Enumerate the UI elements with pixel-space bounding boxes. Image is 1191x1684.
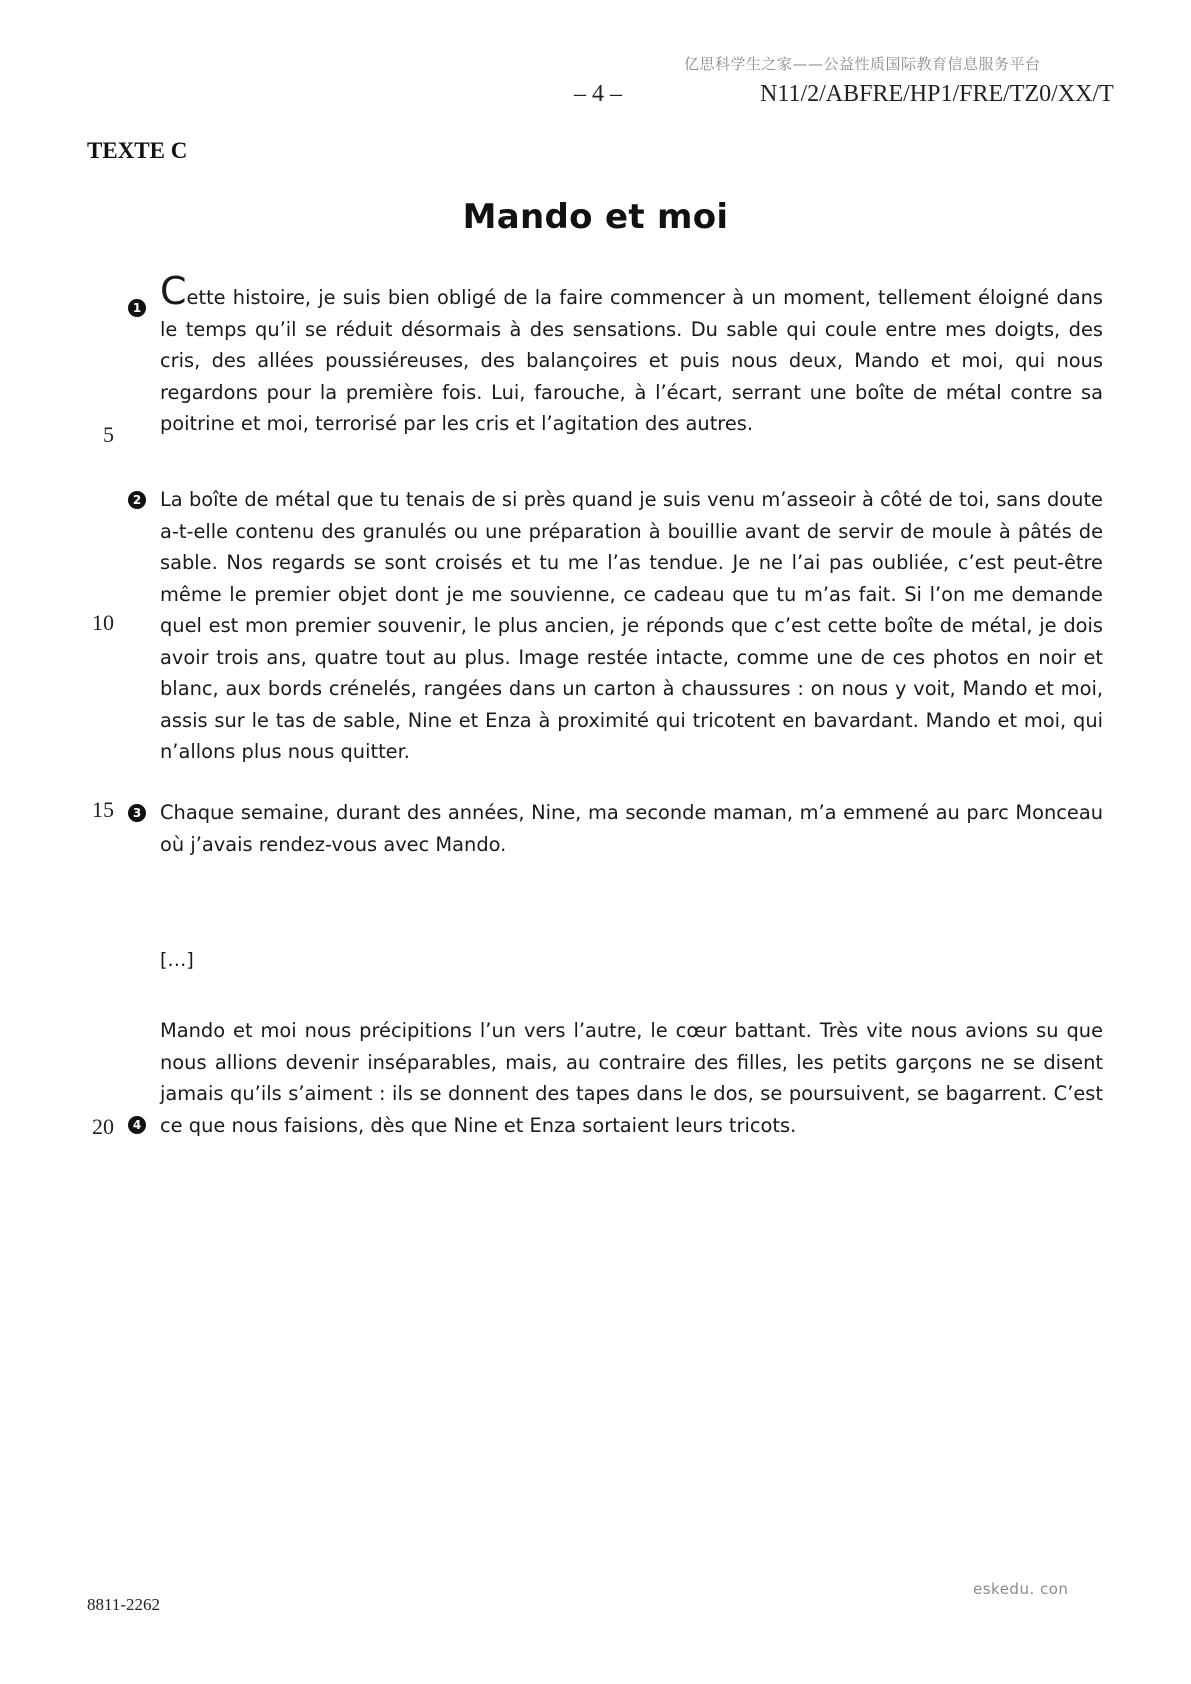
page-title: Mando et moi <box>462 197 729 237</box>
drop-cap: C <box>160 269 187 313</box>
paragraph-4: Mando et moi nous précipitions l’un vers l’autre, le cœur battant. Très vite nous avions su que nous allions devenir inséparables, mais, au contraire des filles, les petits garçons ne se disent jamais qu’ils s’aiment : ils se donnent des tapes dans le dos, se poursuivent, se bagarrent. C’est ce que nous faisions, dès que Nine et Enza sortaient leurs tricots. <box>160 1019 1103 1137</box>
paragraph-1-text: ette histoire, je suis bien obligé de la faire commencer à un moment, tellement éloigné dans le temps qu’il se réduit désormais à des sensations. Du sable qui coule entre mes doigts, des cris, des allées poussiéreuses, des balançoires et puis nous deux, Mando et moi, qui nous regardons pour la première fois. Lui, farouche, à l’écart, serrant une boîte de métal contre sa poitrine et moi, terrorisé par les cris et l’agitation des autres. <box>160 286 1103 435</box>
ellipsis: […] <box>160 949 194 971</box>
paragraph-marker-4: 4 <box>128 1116 146 1134</box>
page-number: – 4 – <box>574 81 622 107</box>
line-number-20: 20 <box>92 1114 114 1139</box>
paragraph-marker-1: 1 <box>128 299 146 317</box>
document-code: N11/2/ABFRE/HP1/FRE/TZ0/XX/T <box>760 81 1114 107</box>
line-number-5: 5 <box>103 422 114 447</box>
paragraph-marker-3: 3 <box>128 804 146 822</box>
paragraph-3: Chaque semaine, durant des années, Nine, ma seconde maman, m’a emmené au parc Monceau où j’avais rendez-vous avec Mando. <box>160 801 1103 856</box>
top-watermark: 亿思科学生之家——公益性质国际教育信息服务平台 <box>684 55 1041 73</box>
section-label: TEXTE C <box>87 138 188 163</box>
paragraph-1 <box>160 269 1103 440</box>
line-number-15: 15 <box>92 797 114 822</box>
line-number-10: 10 <box>92 610 114 635</box>
bottom-watermark: eskedu. con <box>973 1580 1069 1598</box>
paragraph-marker-2: 2 <box>128 491 146 509</box>
paragraph-2: La boîte de métal que tu tenais de si près quand je suis venu m’asseoir à côté de toi, sans doute a-t-elle contenu des granulés ou une préparation à bouillie avant de servir de moule à pâtés de sable. Nos regards se sont croisés et tu me l’as tendue. Je ne l’ai pas oubliée, c’est peut-être même le premier objet dont je me souvienne, ce cadeau que tu m’as fait. Si l’on me demande quel est mon premier souvenir, le plus ancien, je réponds que c’est cette boîte de métal, je dois avoir trois ans, quatre tout au plus. Image restée intacte, comme une de ces photos en noir et blanc, aux bords crénelés, rangées dans un carton à chaussures : on nous y voit, Mando et moi, assis sur le tas de sable, Nine et Enza à proximité qui tricotent en bavardant. Mando et moi, qui n’allons plus nous quitter. <box>160 488 1103 763</box>
footer-code: 8811-2262 <box>87 1595 161 1614</box>
